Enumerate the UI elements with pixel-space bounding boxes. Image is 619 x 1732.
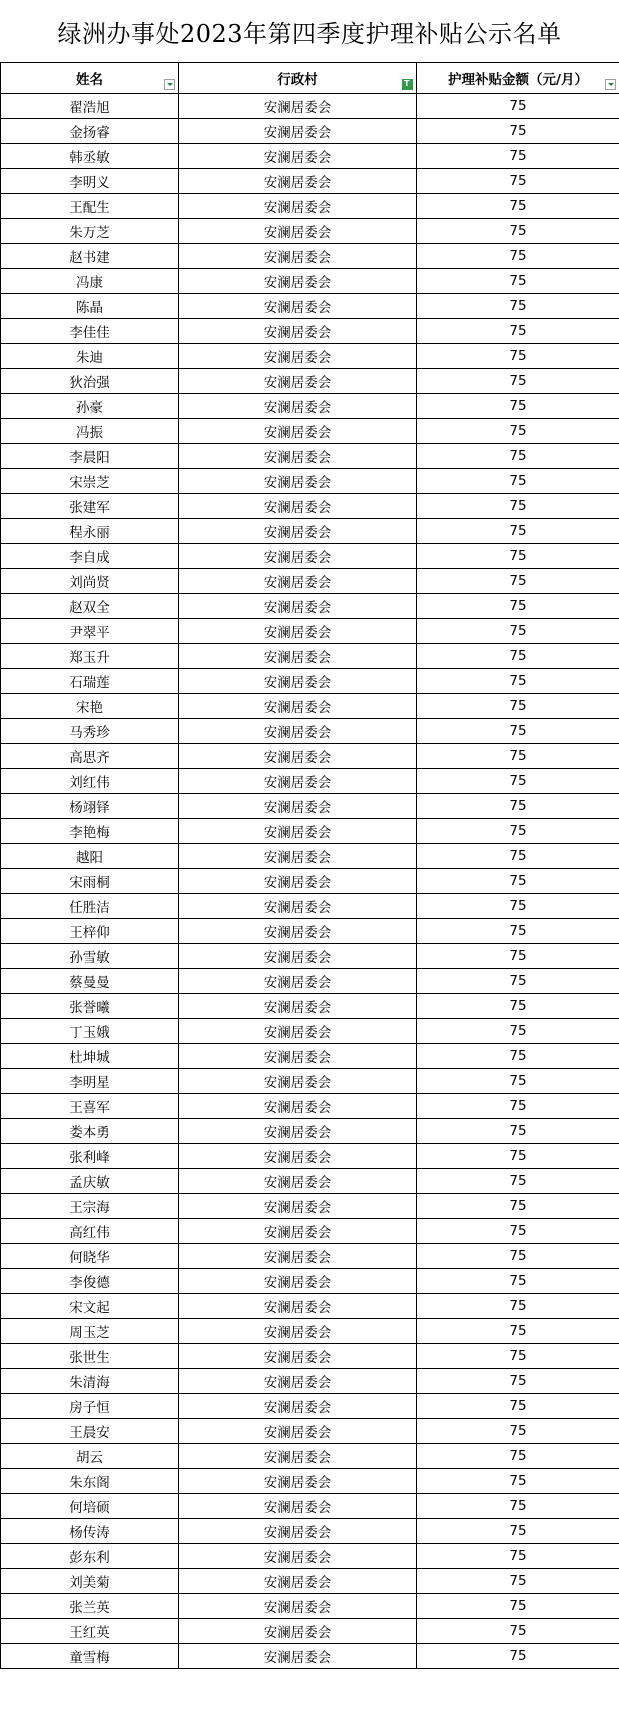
filter-dropdown-icon[interactable] xyxy=(164,79,175,90)
cell-village[interactable]: 安澜居委会 xyxy=(179,1219,417,1244)
cell-amount[interactable]: 75 xyxy=(417,1519,619,1544)
cell-amount[interactable]: 75 xyxy=(417,844,619,869)
cell-name[interactable]: 刘红伟 xyxy=(1,769,179,794)
cell-amount[interactable]: 75 xyxy=(417,719,619,744)
cell-name[interactable]: 赵双全 xyxy=(1,594,179,619)
table-row xyxy=(1,1019,619,1044)
cell-name[interactable]: 李自成 xyxy=(1,544,179,569)
cell-amount[interactable]: 75 xyxy=(417,194,619,219)
table-row xyxy=(1,1144,619,1169)
table-row xyxy=(1,1394,619,1419)
cell-village[interactable]: 安澜居委会 xyxy=(179,1019,417,1044)
cell-amount[interactable]: 75 xyxy=(417,119,619,144)
cell-amount[interactable]: 75 xyxy=(417,1294,619,1319)
page-title: 绿洲办事处2023年第四季度护理补贴公示名单 xyxy=(57,19,562,48)
cell-amount[interactable]: 75 xyxy=(417,269,619,294)
table-row xyxy=(1,994,619,1019)
cell-amount[interactable]: 75 xyxy=(417,144,619,169)
cell-name[interactable]: 程永丽 xyxy=(1,519,179,544)
filter-active-icon[interactable] xyxy=(402,79,413,90)
cell-name[interactable]: 王配生 xyxy=(1,194,179,219)
header-amount xyxy=(417,63,619,94)
cell-village[interactable]: 安澜居委会 xyxy=(179,1469,417,1494)
table-row xyxy=(1,269,619,294)
cell-amount[interactable]: 75 xyxy=(417,1094,619,1119)
cell-name[interactable]: 马秀珍 xyxy=(1,719,179,744)
cell-name[interactable]: 朱万芝 xyxy=(1,219,179,244)
cell-name[interactable]: 张誉曦 xyxy=(1,994,179,1019)
cell-village[interactable]: 安澜居委会 xyxy=(179,744,417,769)
cell-name[interactable]: 杜坤城 xyxy=(1,1044,179,1069)
table-row xyxy=(1,1194,619,1219)
table-row xyxy=(1,1119,619,1144)
table-row xyxy=(1,469,619,494)
table-row xyxy=(1,1619,619,1644)
table-row xyxy=(1,919,619,944)
cell-village[interactable]: 安澜居委会 xyxy=(179,994,417,1019)
table-row xyxy=(1,1294,619,1319)
cell-amount[interactable]: 75 xyxy=(417,1469,619,1494)
cell-name[interactable]: 李明义 xyxy=(1,169,179,194)
cell-name[interactable]: 娄本勇 xyxy=(1,1119,179,1144)
subsidy-table xyxy=(0,62,619,1669)
cell-amount[interactable]: 75 xyxy=(417,1144,619,1169)
cell-amount[interactable]: 75 xyxy=(417,1269,619,1294)
table-row xyxy=(1,244,619,269)
cell-village[interactable]: 安澜居委会 xyxy=(179,1319,417,1344)
cell-name[interactable]: 朱清海 xyxy=(1,1369,179,1394)
filter-dropdown-icon[interactable] xyxy=(605,79,616,90)
table-row xyxy=(1,969,619,994)
cell-village[interactable]: 安澜居委会 xyxy=(179,394,417,419)
cell-name[interactable]: 孟庆敏 xyxy=(1,1169,179,1194)
cell-name[interactable]: 李艳梅 xyxy=(1,819,179,844)
cell-village[interactable]: 安澜居委会 xyxy=(179,94,417,119)
cell-village[interactable]: 安澜居委会 xyxy=(179,544,417,569)
table-row xyxy=(1,1094,619,1119)
cell-amount[interactable]: 75 xyxy=(417,1344,619,1369)
cell-village[interactable]: 安澜居委会 xyxy=(179,1619,417,1644)
cell-amount[interactable]: 75 xyxy=(417,1619,619,1644)
cell-village[interactable]: 安澜居委会 xyxy=(179,619,417,644)
cell-amount[interactable]: 75 xyxy=(417,519,619,544)
table-row xyxy=(1,869,619,894)
cell-name[interactable]: 张世生 xyxy=(1,1344,179,1369)
cell-amount[interactable]: 75 xyxy=(417,294,619,319)
cell-amount[interactable]: 75 xyxy=(417,444,619,469)
cell-village[interactable]: 安澜居委会 xyxy=(179,1569,417,1594)
table-row xyxy=(1,119,619,144)
table-row xyxy=(1,1269,619,1294)
table-row xyxy=(1,294,619,319)
cell-amount[interactable]: 75 xyxy=(417,1594,619,1619)
cell-name[interactable]: 郑玉升 xyxy=(1,644,179,669)
table-row xyxy=(1,1469,619,1494)
cell-village[interactable]: 安澜居委会 xyxy=(179,294,417,319)
cell-village[interactable]: 安澜居委会 xyxy=(179,1644,417,1669)
cell-village[interactable]: 安澜居委会 xyxy=(179,944,417,969)
cell-name[interactable]: 宋文起 xyxy=(1,1294,179,1319)
table-row xyxy=(1,669,619,694)
cell-name[interactable]: 彭东利 xyxy=(1,1544,179,1569)
table-row xyxy=(1,394,619,419)
cell-name[interactable]: 宋雨桐 xyxy=(1,869,179,894)
table-row xyxy=(1,94,619,119)
cell-amount[interactable]: 75 xyxy=(417,1194,619,1219)
cell-village[interactable]: 安澜居委会 xyxy=(179,869,417,894)
cell-amount[interactable]: 75 xyxy=(417,1219,619,1244)
cell-amount[interactable]: 75 xyxy=(417,494,619,519)
cell-village[interactable]: 安澜居委会 xyxy=(179,1594,417,1619)
cell-amount[interactable]: 75 xyxy=(417,94,619,119)
cell-amount[interactable]: 75 xyxy=(417,369,619,394)
cell-name[interactable]: 胡云 xyxy=(1,1444,179,1469)
cell-village[interactable]: 安澜居委会 xyxy=(179,644,417,669)
cell-name[interactable]: 杨翊铎 xyxy=(1,794,179,819)
cell-name[interactable]: 石瑞莲 xyxy=(1,669,179,694)
cell-amount[interactable]: 75 xyxy=(417,594,619,619)
table-row xyxy=(1,719,619,744)
table-row xyxy=(1,344,619,369)
cell-village[interactable]: 安澜居委会 xyxy=(179,344,417,369)
table-row xyxy=(1,794,619,819)
cell-amount[interactable]: 75 xyxy=(417,419,619,444)
cell-amount[interactable]: 75 xyxy=(417,469,619,494)
cell-name[interactable]: 冯振 xyxy=(1,419,179,444)
cell-name[interactable]: 丁玉娥 xyxy=(1,1019,179,1044)
table-row xyxy=(1,619,619,644)
cell-name[interactable]: 翟浩旭 xyxy=(1,94,179,119)
cell-village[interactable]: 安澜居委会 xyxy=(179,1169,417,1194)
cell-amount[interactable]: 75 xyxy=(417,669,619,694)
cell-amount[interactable]: 75 xyxy=(417,994,619,1019)
cell-name[interactable]: 王喜军 xyxy=(1,1094,179,1119)
table-row xyxy=(1,569,619,594)
cell-amount[interactable]: 75 xyxy=(417,894,619,919)
table-row xyxy=(1,1319,619,1344)
cell-amount[interactable]: 75 xyxy=(417,1019,619,1044)
table-row xyxy=(1,769,619,794)
cell-name[interactable]: 李佳佳 xyxy=(1,319,179,344)
cell-village[interactable]: 安澜居委会 xyxy=(179,1494,417,1519)
cell-village[interactable]: 安澜居委会 xyxy=(179,1544,417,1569)
cell-village[interactable]: 安澜居委会 xyxy=(179,794,417,819)
table-row xyxy=(1,194,619,219)
cell-village[interactable]: 安澜居委会 xyxy=(179,819,417,844)
cell-village[interactable]: 安澜居委会 xyxy=(179,669,417,694)
table-row xyxy=(1,894,619,919)
header-name xyxy=(1,63,179,94)
cell-amount[interactable]: 75 xyxy=(417,219,619,244)
cell-village[interactable]: 安澜居委会 xyxy=(179,1344,417,1369)
table-row xyxy=(1,1044,619,1069)
table-row xyxy=(1,819,619,844)
cell-name[interactable]: 张建军 xyxy=(1,494,179,519)
cell-name[interactable]: 何培硕 xyxy=(1,1494,179,1519)
table-row xyxy=(1,1569,619,1594)
cell-name[interactable]: 王红英 xyxy=(1,1619,179,1644)
table-row xyxy=(1,594,619,619)
table-row xyxy=(1,419,619,444)
cell-name[interactable]: 王宗海 xyxy=(1,1194,179,1219)
cell-name[interactable]: 李晨阳 xyxy=(1,444,179,469)
cell-amount[interactable]: 75 xyxy=(417,919,619,944)
cell-village[interactable]: 安澜居委会 xyxy=(179,1194,417,1219)
cell-name[interactable]: 宋崇芝 xyxy=(1,469,179,494)
cell-amount[interactable]: 75 xyxy=(417,1119,619,1144)
table-row xyxy=(1,169,619,194)
cell-amount[interactable]: 75 xyxy=(417,169,619,194)
table-row xyxy=(1,644,619,669)
cell-village[interactable]: 安澜居委会 xyxy=(179,969,417,994)
cell-name[interactable]: 周玉芝 xyxy=(1,1319,179,1344)
table-row xyxy=(1,1069,619,1094)
cell-village[interactable]: 安澜居委会 xyxy=(179,369,417,394)
cell-village[interactable]: 安澜居委会 xyxy=(179,1394,417,1419)
table-row xyxy=(1,1169,619,1194)
table-row xyxy=(1,1219,619,1244)
cell-name[interactable]: 赵书建 xyxy=(1,244,179,269)
table-row xyxy=(1,1419,619,1444)
cell-village[interactable]: 安澜居委会 xyxy=(179,1294,417,1319)
cell-name[interactable]: 童雪梅 xyxy=(1,1644,179,1669)
table-row xyxy=(1,519,619,544)
cell-village[interactable]: 安澜居委会 xyxy=(179,494,417,519)
cell-name[interactable]: 孙豪 xyxy=(1,394,179,419)
cell-name[interactable]: 越阳 xyxy=(1,844,179,869)
cell-amount[interactable]: 75 xyxy=(417,619,619,644)
cell-amount[interactable]: 75 xyxy=(417,1544,619,1569)
cell-village[interactable]: 安澜居委会 xyxy=(179,919,417,944)
cell-amount[interactable]: 75 xyxy=(417,744,619,769)
cell-amount[interactable]: 75 xyxy=(417,1644,619,1669)
table-row xyxy=(1,219,619,244)
cell-name[interactable]: 王晨安 xyxy=(1,1419,179,1444)
table-row xyxy=(1,444,619,469)
cell-amount[interactable]: 75 xyxy=(417,644,619,669)
cell-amount[interactable]: 75 xyxy=(417,394,619,419)
cell-amount[interactable]: 75 xyxy=(417,944,619,969)
cell-amount[interactable]: 75 xyxy=(417,1569,619,1594)
table-row xyxy=(1,844,619,869)
cell-amount[interactable]: 75 xyxy=(417,1244,619,1269)
cell-village[interactable]: 安澜居委会 xyxy=(179,219,417,244)
header-village xyxy=(179,63,417,94)
cell-village[interactable]: 安澜居委会 xyxy=(179,169,417,194)
cell-name[interactable]: 刘尚贤 xyxy=(1,569,179,594)
table-row xyxy=(1,369,619,394)
header-village-label: 行政村 xyxy=(277,72,318,88)
table-row xyxy=(1,1519,619,1544)
cell-name[interactable]: 冯康 xyxy=(1,269,179,294)
cell-village[interactable]: 安澜居委会 xyxy=(179,1069,417,1094)
table-row xyxy=(1,319,619,344)
cell-name[interactable]: 宋艳 xyxy=(1,694,179,719)
cell-amount[interactable]: 75 xyxy=(417,319,619,344)
table-row xyxy=(1,1594,619,1619)
cell-amount[interactable]: 75 xyxy=(417,869,619,894)
table-row xyxy=(1,1544,619,1569)
table-row xyxy=(1,694,619,719)
cell-amount[interactable]: 75 xyxy=(417,244,619,269)
table-row xyxy=(1,544,619,569)
cell-amount[interactable]: 75 xyxy=(417,1319,619,1344)
cell-name[interactable]: 刘美菊 xyxy=(1,1569,179,1594)
cell-amount[interactable]: 75 xyxy=(417,1419,619,1444)
cell-village[interactable]: 安澜居委会 xyxy=(179,1144,417,1169)
cell-name[interactable]: 张利峰 xyxy=(1,1144,179,1169)
cell-name[interactable]: 朱东阁 xyxy=(1,1469,179,1494)
cell-amount[interactable]: 75 xyxy=(417,569,619,594)
cell-name[interactable]: 韩丞敏 xyxy=(1,144,179,169)
table-row xyxy=(1,1369,619,1394)
cell-name[interactable]: 房子恒 xyxy=(1,1394,179,1419)
table-row xyxy=(1,1244,619,1269)
cell-name[interactable]: 狄治强 xyxy=(1,369,179,394)
header-name-label: 姓名 xyxy=(76,72,103,88)
cell-village[interactable]: 安澜居委会 xyxy=(179,319,417,344)
cell-amount[interactable]: 75 xyxy=(417,1044,619,1069)
table-row xyxy=(1,1494,619,1519)
cell-village[interactable]: 安澜居委会 xyxy=(179,569,417,594)
cell-village[interactable]: 安澜居委会 xyxy=(179,1519,417,1544)
cell-village[interactable]: 安澜居委会 xyxy=(179,894,417,919)
cell-name[interactable]: 李俊德 xyxy=(1,1269,179,1294)
cell-village[interactable]: 安澜居委会 xyxy=(179,1444,417,1469)
cell-name[interactable]: 高思齐 xyxy=(1,744,179,769)
cell-village[interactable]: 安澜居委会 xyxy=(179,694,417,719)
cell-name[interactable]: 金扬睿 xyxy=(1,119,179,144)
table-row xyxy=(1,1444,619,1469)
cell-amount[interactable]: 75 xyxy=(417,1369,619,1394)
cell-amount[interactable]: 75 xyxy=(417,1069,619,1094)
table-row xyxy=(1,944,619,969)
cell-village[interactable]: 安澜居委会 xyxy=(179,594,417,619)
cell-village[interactable]: 安澜居委会 xyxy=(179,444,417,469)
cell-amount[interactable]: 75 xyxy=(417,1169,619,1194)
cell-name[interactable]: 陈晶 xyxy=(1,294,179,319)
cell-amount[interactable]: 75 xyxy=(417,1444,619,1469)
cell-amount[interactable]: 75 xyxy=(417,769,619,794)
header-amount-label: 护理补贴金额（元/月） xyxy=(448,72,588,88)
cell-village[interactable]: 安澜居委会 xyxy=(179,419,417,444)
cell-amount[interactable]: 75 xyxy=(417,344,619,369)
table-row xyxy=(1,1644,619,1669)
header-row xyxy=(1,63,619,94)
cell-amount[interactable]: 75 xyxy=(417,544,619,569)
cell-village[interactable]: 安澜居委会 xyxy=(179,769,417,794)
cell-name[interactable]: 朱迪 xyxy=(1,344,179,369)
cell-village[interactable]: 安澜居委会 xyxy=(179,119,417,144)
cell-amount[interactable]: 75 xyxy=(417,794,619,819)
cell-village[interactable]: 安澜居委会 xyxy=(179,244,417,269)
cell-name[interactable]: 高红伟 xyxy=(1,1219,179,1244)
cell-village[interactable]: 安澜居委会 xyxy=(179,144,417,169)
table-row xyxy=(1,1344,619,1369)
cell-village[interactable]: 安澜居委会 xyxy=(179,519,417,544)
table-row xyxy=(1,744,619,769)
cell-village[interactable]: 安澜居委会 xyxy=(179,1119,417,1144)
table-row xyxy=(1,494,619,519)
cell-village[interactable]: 安澜居委会 xyxy=(179,1244,417,1269)
cell-name[interactable]: 张兰英 xyxy=(1,1594,179,1619)
cell-name[interactable]: 杨传涛 xyxy=(1,1519,179,1544)
cell-village[interactable]: 安澜居委会 xyxy=(179,844,417,869)
cell-name[interactable]: 任胜洁 xyxy=(1,894,179,919)
cell-village[interactable]: 安澜居委会 xyxy=(179,1044,417,1069)
cell-name[interactable]: 王梓仰 xyxy=(1,919,179,944)
cell-amount[interactable]: 75 xyxy=(417,1394,619,1419)
cell-name[interactable]: 孙雪敏 xyxy=(1,944,179,969)
cell-name[interactable]: 蔡曼曼 xyxy=(1,969,179,994)
cell-village[interactable]: 安澜居委会 xyxy=(179,1419,417,1444)
cell-village[interactable]: 安澜居委会 xyxy=(179,1094,417,1119)
cell-name[interactable]: 何晓华 xyxy=(1,1244,179,1269)
cell-village[interactable]: 安澜居委会 xyxy=(179,1369,417,1394)
table-row xyxy=(1,144,619,169)
cell-amount[interactable]: 75 xyxy=(417,694,619,719)
cell-village[interactable]: 安澜居委会 xyxy=(179,194,417,219)
cell-name[interactable]: 尹翠平 xyxy=(1,619,179,644)
cell-village[interactable]: 安澜居委会 xyxy=(179,269,417,294)
cell-village[interactable]: 安澜居委会 xyxy=(179,719,417,744)
cell-village[interactable]: 安澜居委会 xyxy=(179,1269,417,1294)
cell-amount[interactable]: 75 xyxy=(417,819,619,844)
cell-name[interactable]: 李明星 xyxy=(1,1069,179,1094)
cell-amount[interactable]: 75 xyxy=(417,1494,619,1519)
cell-village[interactable]: 安澜居委会 xyxy=(179,469,417,494)
cell-amount[interactable]: 75 xyxy=(417,969,619,994)
